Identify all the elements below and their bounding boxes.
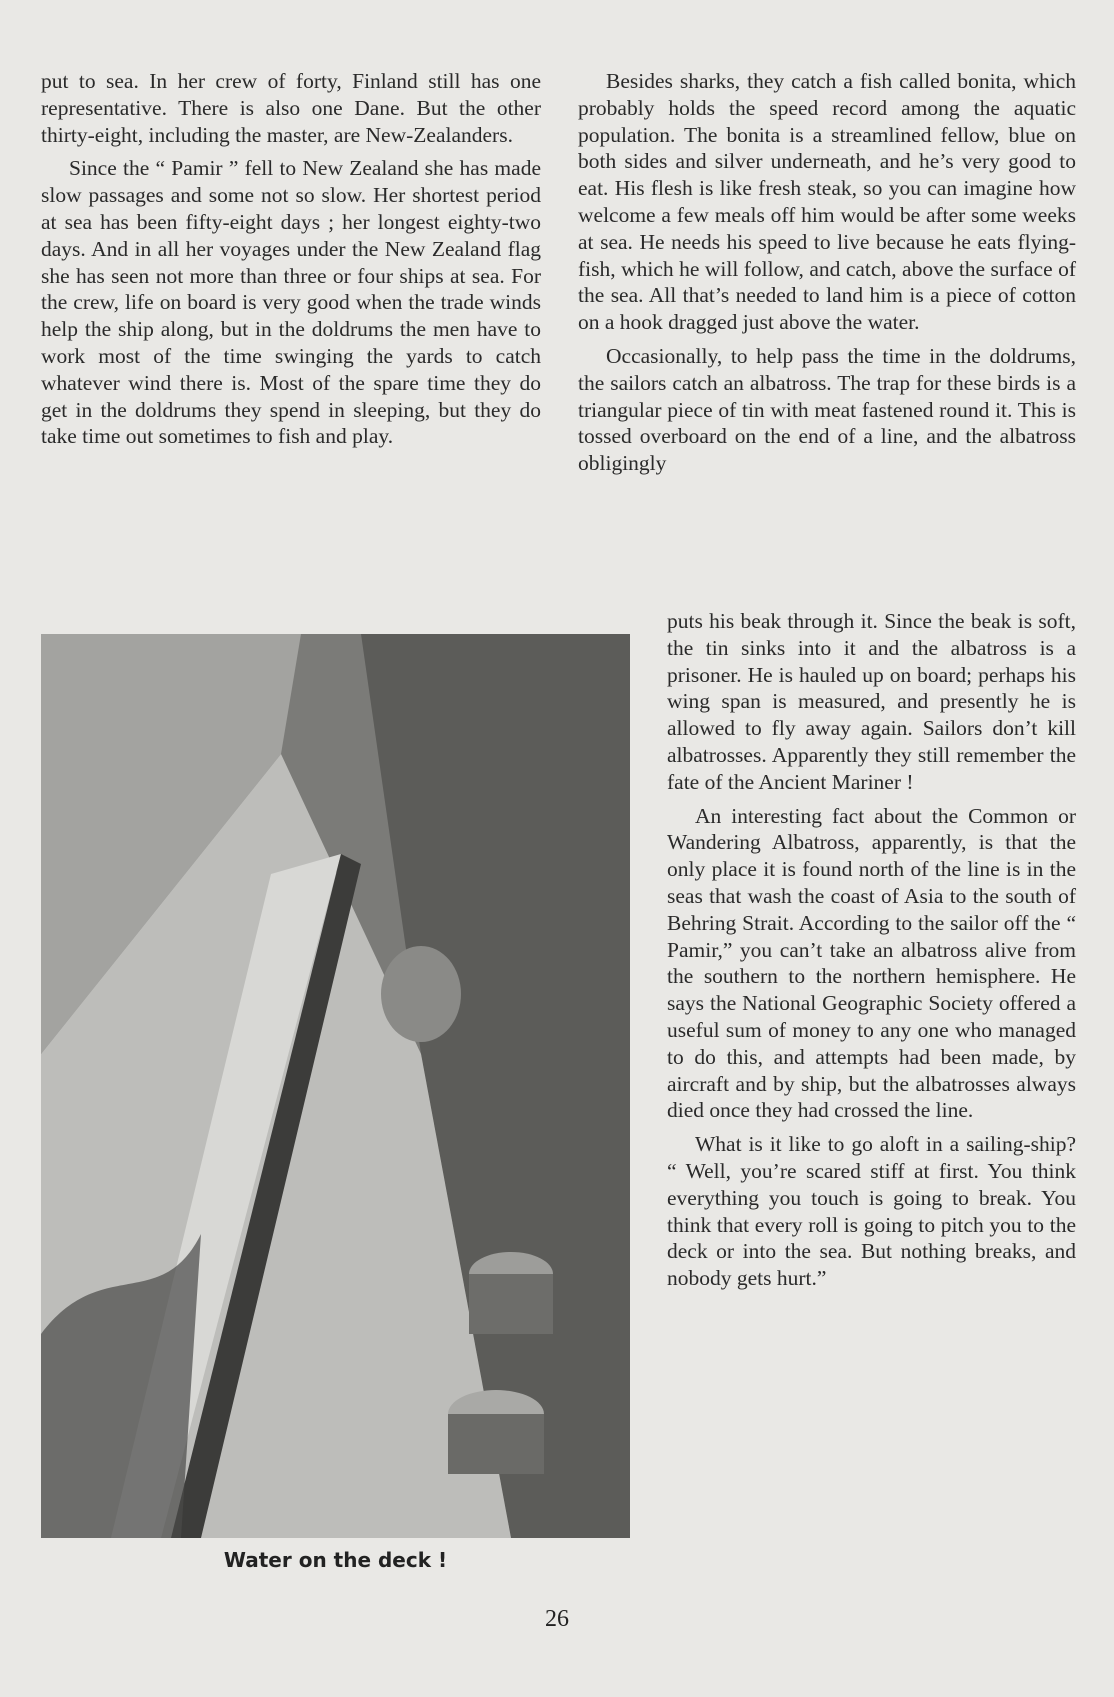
page-number: 26 — [545, 1606, 569, 1632]
right-paragraph-2-continued: puts his beak through it. Since the beak is soft, the tin sinks into it and the albatross is a prisoner. He is hauled up on board; perhaps his wing span is measured, and presently he is allowed to fly away again. Sailors don’t kill albatrosses. Apparently they still remember the fate of the Ancient Mariner ! — [667, 609, 1076, 794]
deck-photo — [41, 634, 630, 1538]
right-paragraph-1: Besides sharks, they catch a fish called bonita, which probably holds the speed record among the aquatic population. The bonita is a streamlined fellow, blue on both sides and silver underneath, and he’s very good to eat. His flesh is like fresh steak, so you can imagine how welcome a few meals off him would be after some weeks at sea. He needs his speed to live because he eats flying-fish, which he will follow, and catch, above the surface of the sea. All that’s needed to land him is a piece of cotton on a hook dragged just above the water. — [578, 69, 1076, 335]
right-column-wrapped — [667, 608, 1076, 1299]
left-paragraph-1: put to sea. In her crew of forty, Finland still has one representative. There is also one Dane. But the other thirty-eight, including the master, are New-Zealanders. — [41, 69, 541, 147]
right-paragraph-3: An interesting fact about the Common or Wandering Albatross, apparently, is that the only place it is found north of the line is in the seas that wash the coast of Asia to the south of Behring Strait. According to the sailor off the “ Pamir,” you can’t take an albatross alive from the southern to the northern hemisphere. He says the National Geographic Society offered a useful sum of money to any one who managed to do this, and attempts had been made, by aircraft and by ship, but the albatrosses always died once they had crossed the line. — [667, 803, 1076, 1123]
left-column — [41, 68, 541, 457]
right-paragraph-2-start: Occasionally, to help pass the time in the doldrums, the sailors catch an albatross. The trap for these birds is a triangular piece of tin with meat fastened round it. This is tossed overboard on the end of a line, and the albatross obligingly — [578, 343, 1076, 476]
left-paragraph-2: Since the “ Pamir ” fell to New Zealand she has made slow passages and some not so slow. Her shortest period at sea has been fifty-eight days ; her longest eighty-two days. And in all her voyages under the New Zealand flag she has seen not more than three or four ships at sea. For the crew, life on board is very good when the trade winds help the ship along, but in the doldrums the men have to work most of the time swinging the yards to catch whatever wind there is. Most of the spare time they do get in the doldrums they spend in sleeping, but they do take time out sometimes to fish and play. — [41, 156, 541, 449]
right-paragraph-4: What is it like to go aloft in a sailing-ship? “ Well, you’re scared stiff at first. You think everything you touch is going to break. You think that every roll is going to pitch you to the deck or into the sea. But nothing breaks, and nobody gets hurt.” — [667, 1132, 1076, 1291]
deck-photo-illustration — [41, 634, 630, 1538]
right-column-top — [578, 68, 1076, 484]
photo-caption: Water on the deck ! — [223, 1548, 448, 1572]
